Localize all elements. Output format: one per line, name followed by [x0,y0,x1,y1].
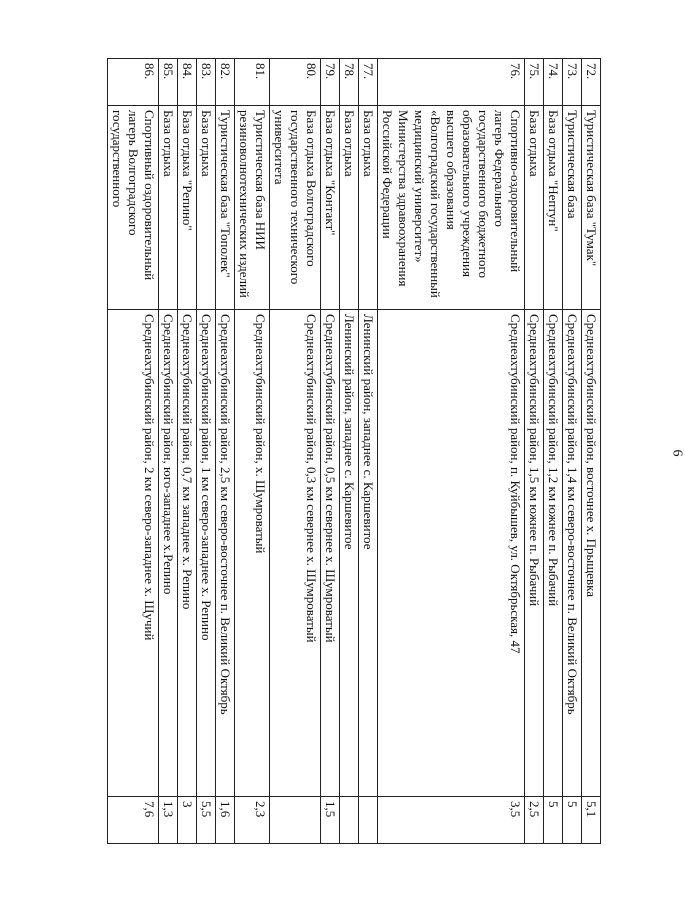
row-number-cell: 76. [378,59,525,106]
value-cell: 5 [544,797,563,844]
table-row [235,59,270,844]
base-name-cell: База отдыха [197,106,216,310]
location-cell: Среднеахтубинский район, восточнее х. Прыщевка [582,310,601,797]
row-number-cell: 77. [359,59,378,106]
value-cell [340,797,359,844]
location-cell: Среднеахтубинский район, 1 км северо-западнее х. Репино [197,310,216,797]
table-row [197,59,216,844]
location-cell: Среднеахтубинский район, 1,2 км южнее п. Рыбачий [544,310,563,797]
value-cell [359,797,378,844]
base-name-cell: База отдыха [340,106,359,310]
row-number-cell: 75. [525,59,544,106]
base-name-cell: База отдыха Волгоградского государственного технического университета [270,106,321,310]
location-cell: Среднеахтубинский район, 1,4 км северо-восточнее п. Великий Октябрь [563,310,582,797]
value-cell: 5,5 [197,797,216,844]
table-row [582,59,601,844]
row-number-cell: 79. [321,59,340,106]
row-number-cell: 78. [340,59,359,106]
base-name-cell: Туристическая база "Тумак" [582,106,601,310]
table-row [563,59,582,844]
table-row [216,59,235,844]
page-number-text: 6 [669,449,685,457]
value-cell: 5,1 [582,797,601,844]
base-name-cell: Спортивно-оздоровительный лагерь Федерального государственного бюджетного образовательного учреждения высшего образования «Волгоградский государственный медицинский университет» Министерства здравоохранения Российской Федерации [378,106,525,310]
value-cell: 3,5 [378,797,525,844]
value-cell: 3 [178,797,197,844]
table-row [340,59,359,844]
base-name-cell: База отдыха "Репино" [178,106,197,310]
location-cell: Среднеахтубинский район, юго-западнее х.Репино [159,310,178,797]
location-cell: Среднеахтубинский район, 2 км северо-западнее х. Щучий [108,310,159,797]
table-row [108,59,159,844]
base-name-cell: Туристическая база "Тополек" [216,106,235,310]
recreation-bases-table [107,58,601,844]
base-name-cell: База отдыха [359,106,378,310]
location-cell: Среднеахтубинский район, 1,5 км южнее п. Рыбачий [525,310,544,797]
table-row [321,59,340,844]
table-row [178,59,197,844]
base-name-cell: База отдыха "Нептун" [544,106,563,310]
value-cell: 7,6 [108,797,159,844]
location-cell: Ленинский район, западнее с. Каршевитое [359,310,378,797]
base-name-cell: База отдыха [159,106,178,310]
row-number-cell: 86. [108,59,159,106]
location-cell: Среднеахтубинский район, 2,5 км северо-восточнее п. Великий Октябрь [216,310,235,797]
table-row [525,59,544,844]
value-cell: 1,3 [159,797,178,844]
row-number-cell: 72. [582,59,601,106]
table-row [359,59,378,844]
row-number-cell: 73. [563,59,582,106]
location-cell: Среднеахтубинский район, 0,7 км западнее х. Репино [178,310,197,797]
base-name-cell: База отдыха "Контакт" [321,106,340,310]
row-number-cell: 74. [544,59,563,106]
location-cell: Среднеахтубинский район, х. Шумроватый [235,310,270,797]
row-number-cell: 85. [159,59,178,106]
row-number-cell: 83. [197,59,216,106]
rotated-table-container [107,58,601,844]
table-row [159,59,178,844]
value-cell: 1,6 [216,797,235,844]
base-name-cell: Спортивный оздоровительный лагерь Волгоградского государственного [108,106,159,310]
value-cell [270,797,321,844]
value-cell: 5 [563,797,582,844]
base-name-cell: Туристическая база НИИ резиноволнотехнических изделий [235,106,270,310]
base-name-cell: База отдыха [525,106,544,310]
location-cell: Среднеахтубинский район, 0,5 км севернее х. Шумроватый [321,310,340,797]
location-cell: Среднеахтубинский район, п. Куйбышев, ул. Октябрьская, 47 [378,310,525,797]
base-name-cell: Туристическая база [563,106,582,310]
table-row [270,59,321,844]
location-cell: Среднеахтубинский район, 0,3 км севернее х. Шумроватый [270,310,321,797]
table-row [378,59,525,844]
row-number-cell: 80. [270,59,321,106]
table-body [108,59,601,844]
row-number-cell: 82. [216,59,235,106]
value-cell: 2,3 [235,797,270,844]
location-cell: Ленинский район, западнее с. Каршевитое [340,310,359,797]
value-cell: 2,5 [525,797,544,844]
row-number-cell: 81. [235,59,270,106]
row-number-cell: 84. [178,59,197,106]
value-cell: 1,5 [321,797,340,844]
table-row [544,59,563,844]
